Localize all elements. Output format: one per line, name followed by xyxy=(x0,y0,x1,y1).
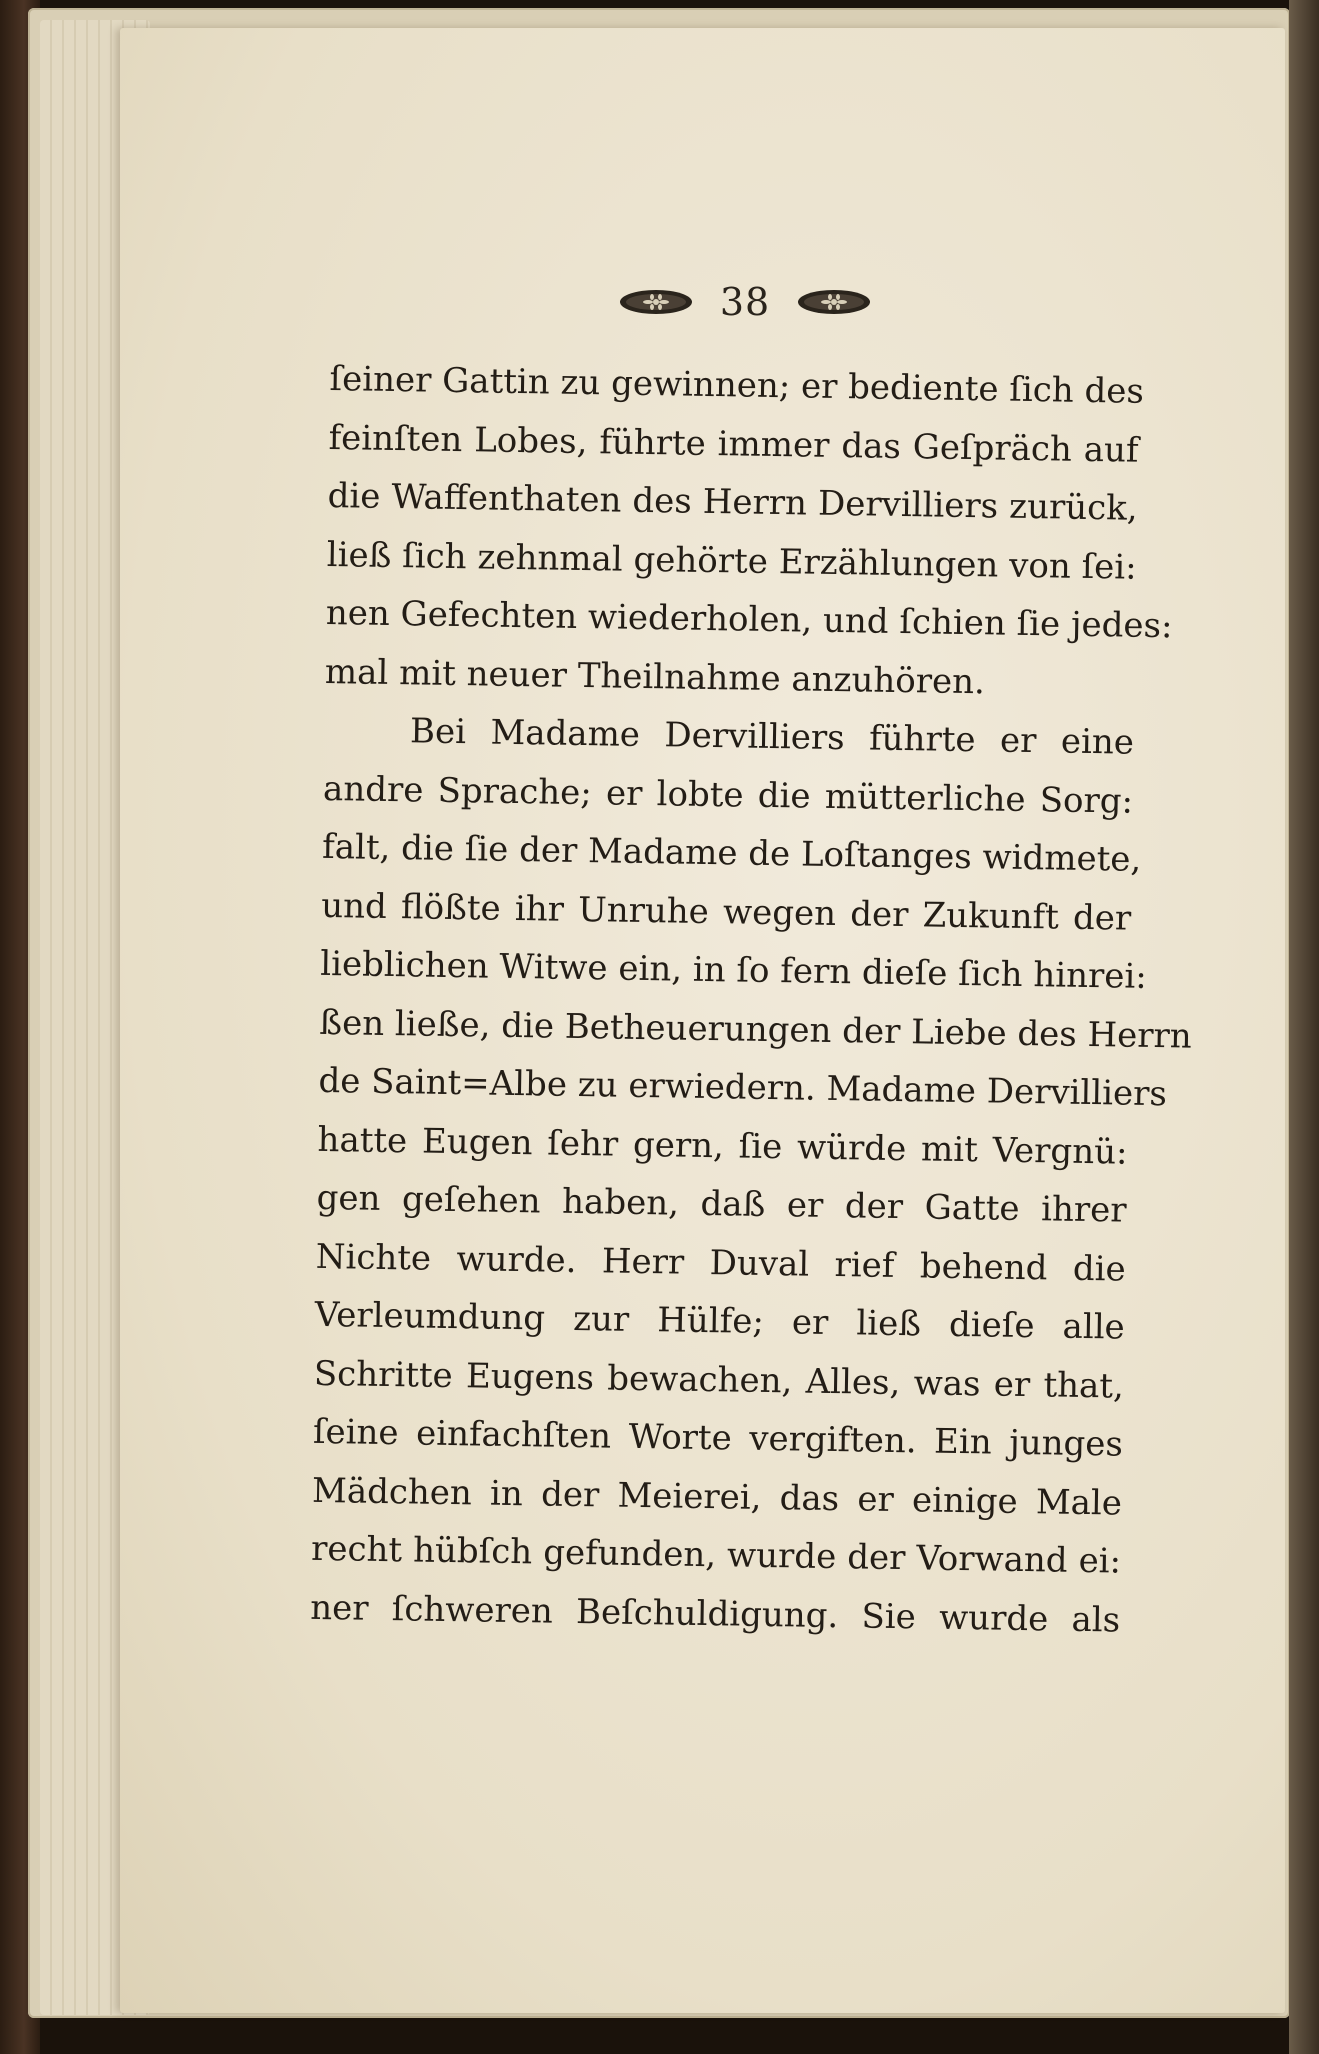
text-line: mal mit neuer Theilnahme anzuhören. xyxy=(324,651,986,702)
text-line: ßen ließe, die Betheuerungen der Liebe des Herrn xyxy=(319,1002,1193,1057)
book-cover-edge xyxy=(1289,0,1319,2054)
text-line: nen Gefechten wiederholen, und ſchien ſie jedes: xyxy=(325,592,1173,647)
text-line: feinſten Lobes, führte immer das Geſpräch auf xyxy=(328,417,1139,471)
rosette-ornament-icon xyxy=(796,288,872,316)
text-line: Nichte wurde. Herr Duval rief behend die xyxy=(315,1236,1126,1290)
page-number: 38 xyxy=(719,280,771,324)
text-line: andre Sprache; er lobte die mütterliche Sorg: xyxy=(322,768,1134,822)
text-line: ner ſchweren Beſchuldigung. Sie wurde als xyxy=(309,1587,1121,1641)
rosette-ornament-icon xyxy=(618,288,694,316)
text-line: Verleumdung zur Hülfe; er ließ dieſe alle xyxy=(314,1294,1126,1348)
text-line: ſeiner Gattin zu gewinnen; er bediente ſich des xyxy=(329,358,1145,412)
body-text xyxy=(309,350,1193,1650)
text-line: Bei Madame Dervilliers führte er eine xyxy=(409,711,1135,763)
text-line: und flößte ihr Unruhe wegen der Zukunft der xyxy=(320,885,1132,939)
text-line: Schritte Eugens bewachen, Alles, was er that, xyxy=(313,1353,1125,1407)
text-line: hatte Eugen ſehr gern, ſie würde mit Vergnü: xyxy=(317,1119,1128,1173)
text-line: die Waffenthaten des Herrn Dervilliers zurück, xyxy=(327,475,1138,529)
text-line: lieblichen Witwe ein, in ſo fern dieſe ſich hinrei: xyxy=(320,943,1148,997)
text-line: de Saint=Albe zu erwiedern. Madame Dervilliers xyxy=(318,1060,1168,1115)
text-line: gen geſehen haben, daß er der Gatte ihrer xyxy=(316,1177,1127,1231)
text-line: falt, die ſie der Madame de Loſtanges widmete, xyxy=(321,826,1142,880)
page-header xyxy=(590,272,900,332)
text-line: recht hübſch gefunden, wurde der Vorwand ei: xyxy=(310,1528,1122,1582)
text-line: ſeine einfachſten Worte vergiften. Ein junges xyxy=(312,1411,1124,1465)
text-line: Mädchen in der Meierei, das er einige Male xyxy=(311,1470,1123,1524)
text-line: ließ ſich zehnmal gehörte Erzählungen von ſei: xyxy=(326,534,1138,588)
